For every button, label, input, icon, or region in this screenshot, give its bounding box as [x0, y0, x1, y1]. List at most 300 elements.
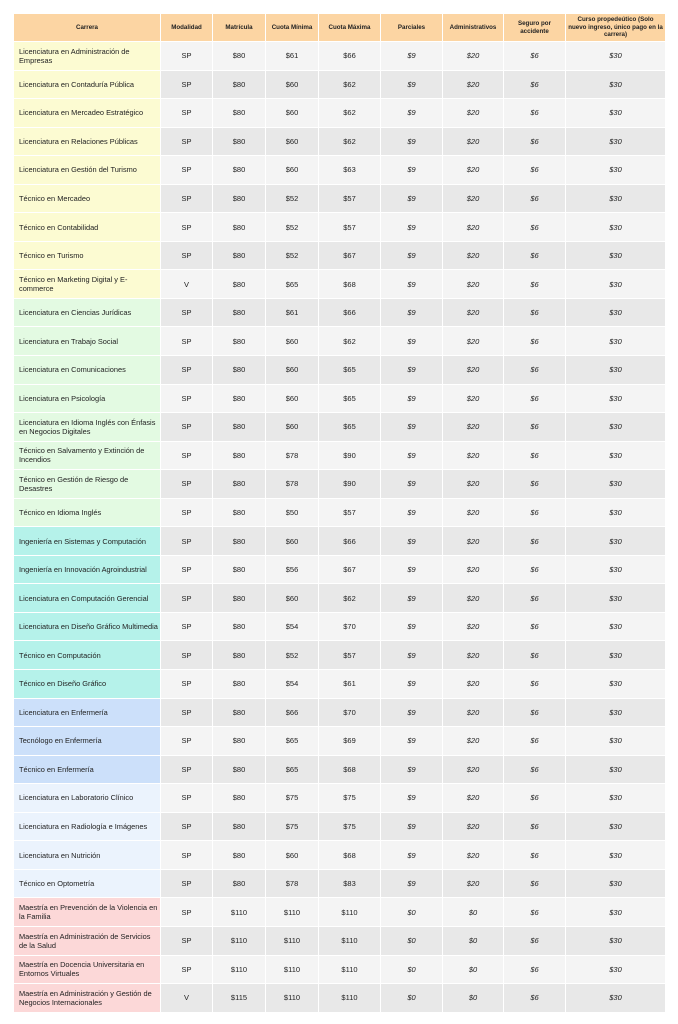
table-row — [14, 841, 666, 870]
cell-administrativos: $0 — [443, 898, 504, 927]
cell-seguro: $6 — [504, 584, 566, 613]
cell-matricula: $80 — [213, 641, 266, 670]
cell-modalidad: SP — [161, 184, 213, 213]
cell-matricula: $80 — [213, 812, 266, 841]
cell-carrera: Licenciatura en Nutrición — [14, 841, 161, 870]
cell-cuota-maxima: $110 — [319, 984, 381, 1013]
cell-matricula: $80 — [213, 784, 266, 813]
table-row — [14, 470, 666, 499]
cell-parciales: $9 — [381, 784, 443, 813]
cell-administrativos: $20 — [443, 241, 504, 270]
cell-curso-propedeutico: $30 — [566, 99, 666, 128]
cell-curso-propedeutico: $30 — [566, 926, 666, 955]
cell-seguro: $6 — [504, 755, 566, 784]
cell-seguro: $6 — [504, 413, 566, 442]
cell-administrativos: $20 — [443, 356, 504, 385]
table-row — [14, 213, 666, 242]
cell-curso-propedeutico: $30 — [566, 955, 666, 984]
cell-curso-propedeutico: $30 — [566, 441, 666, 470]
cell-modalidad: SP — [161, 612, 213, 641]
cell-carrera: Técnico en Gestión de Riesgo de Desastres — [14, 470, 161, 499]
cell-carrera: Licenciatura en Administración de Empresas — [14, 42, 161, 71]
cell-matricula: $80 — [213, 869, 266, 898]
cell-carrera: Licenciatura en Comunicaciones — [14, 356, 161, 385]
cell-matricula: $80 — [213, 213, 266, 242]
cell-administrativos: $20 — [443, 641, 504, 670]
cell-cuota-maxima: $62 — [319, 70, 381, 99]
cell-cuota-maxima: $67 — [319, 555, 381, 584]
header-parciales: Parciales — [381, 14, 443, 42]
header-administrativos: Administrativos — [443, 14, 504, 42]
table-row — [14, 384, 666, 413]
cell-parciales: $9 — [381, 555, 443, 584]
cell-parciales: $9 — [381, 527, 443, 556]
cell-parciales: $0 — [381, 984, 443, 1013]
cell-modalidad: SP — [161, 784, 213, 813]
cell-matricula: $80 — [213, 327, 266, 356]
cell-matricula: $80 — [213, 755, 266, 784]
cell-cuota-minima: $65 — [266, 755, 319, 784]
cell-curso-propedeutico: $30 — [566, 42, 666, 71]
table-row — [14, 413, 666, 442]
cell-modalidad: SP — [161, 298, 213, 327]
header-cuota-maxima: Cuota Máxima — [319, 14, 381, 42]
cell-parciales: $9 — [381, 184, 443, 213]
table-row — [14, 727, 666, 756]
table-row — [14, 641, 666, 670]
cell-cuota-minima: $61 — [266, 42, 319, 71]
cell-cuota-maxima: $61 — [319, 670, 381, 699]
table-row — [14, 555, 666, 584]
cell-administrativos: $20 — [443, 327, 504, 356]
cell-carrera: Maestría en Administración de Servicios de la Salud — [14, 926, 161, 955]
cell-carrera: Licenciatura en Gestión del Turismo — [14, 156, 161, 185]
cell-cuota-minima: $60 — [266, 156, 319, 185]
cell-carrera: Licenciatura en Contaduría Pública — [14, 70, 161, 99]
cell-parciales: $9 — [381, 327, 443, 356]
cell-cuota-minima: $65 — [266, 270, 319, 299]
cell-carrera: Licenciatura en Mercadeo Estratégico — [14, 99, 161, 128]
cell-modalidad: SP — [161, 156, 213, 185]
table-row — [14, 42, 666, 71]
cell-matricula: $115 — [213, 984, 266, 1013]
cell-modalidad: SP — [161, 898, 213, 927]
cell-seguro: $6 — [504, 670, 566, 699]
cell-cuota-maxima: $57 — [319, 498, 381, 527]
cell-modalidad: SP — [161, 99, 213, 128]
cell-parciales: $0 — [381, 898, 443, 927]
cell-seguro: $6 — [504, 841, 566, 870]
cell-cuota-minima: $60 — [266, 841, 319, 870]
cell-curso-propedeutico: $30 — [566, 784, 666, 813]
cell-curso-propedeutico: $30 — [566, 498, 666, 527]
cell-cuota-maxima: $110 — [319, 955, 381, 984]
cell-cuota-minima: $110 — [266, 955, 319, 984]
table-row — [14, 270, 666, 299]
cell-carrera: Maestría en Docencia Universitaria en Entornos Virtuales — [14, 955, 161, 984]
cell-cuota-minima: $52 — [266, 641, 319, 670]
cell-cuota-minima: $75 — [266, 784, 319, 813]
cell-carrera: Licenciatura en Ciencias Jurídicas — [14, 298, 161, 327]
cell-seguro: $6 — [504, 298, 566, 327]
cell-parciales: $9 — [381, 241, 443, 270]
cell-parciales: $9 — [381, 727, 443, 756]
cell-administrativos: $20 — [443, 213, 504, 242]
header-modalidad: Modalidad — [161, 14, 213, 42]
cell-administrativos: $20 — [443, 812, 504, 841]
cell-curso-propedeutico: $30 — [566, 241, 666, 270]
cell-curso-propedeutico: $30 — [566, 413, 666, 442]
cell-administrativos: $20 — [443, 441, 504, 470]
table-row — [14, 70, 666, 99]
header-carrera: Carrera — [14, 14, 161, 42]
cell-curso-propedeutico: $30 — [566, 812, 666, 841]
cell-cuota-minima: $54 — [266, 612, 319, 641]
cell-carrera: Maestría en Prevención de la Violencia en la Familia — [14, 898, 161, 927]
fee-table — [13, 13, 666, 1013]
cell-cuota-minima: $60 — [266, 99, 319, 128]
cell-administrativos: $20 — [443, 70, 504, 99]
cell-administrativos: $20 — [443, 270, 504, 299]
cell-modalidad: SP — [161, 127, 213, 156]
cell-curso-propedeutico: $30 — [566, 327, 666, 356]
table-row — [14, 612, 666, 641]
table-row — [14, 298, 666, 327]
cell-parciales: $9 — [381, 498, 443, 527]
cell-cuota-maxima: $65 — [319, 413, 381, 442]
header-seguro: Seguro por accidente — [504, 14, 566, 42]
cell-cuota-minima: $75 — [266, 812, 319, 841]
cell-cuota-maxima: $90 — [319, 441, 381, 470]
cell-modalidad: SP — [161, 413, 213, 442]
cell-matricula: $80 — [213, 413, 266, 442]
cell-seguro: $6 — [504, 441, 566, 470]
header-curso-propedeutico: Curso propedeútico (Solo nuevo ingreso, único pago en la carrera) — [566, 14, 666, 42]
cell-carrera: Licenciatura en Radiología e Imágenes — [14, 812, 161, 841]
cell-cuota-minima: $110 — [266, 926, 319, 955]
cell-carrera: Ingeniería en Innovación Agroindustrial — [14, 555, 161, 584]
cell-cuota-minima: $65 — [266, 727, 319, 756]
cell-seguro: $6 — [504, 727, 566, 756]
cell-modalidad: SP — [161, 755, 213, 784]
cell-carrera: Técnico en Marketing Digital y E-commerce — [14, 270, 161, 299]
cell-cuota-minima: $78 — [266, 441, 319, 470]
cell-matricula: $110 — [213, 898, 266, 927]
cell-administrativos: $20 — [443, 184, 504, 213]
cell-administrativos: $20 — [443, 584, 504, 613]
cell-cuota-minima: $78 — [266, 470, 319, 499]
cell-administrativos: $20 — [443, 413, 504, 442]
cell-parciales: $9 — [381, 384, 443, 413]
cell-matricula: $80 — [213, 42, 266, 71]
cell-parciales: $0 — [381, 926, 443, 955]
cell-administrativos: $20 — [443, 470, 504, 499]
table-row — [14, 327, 666, 356]
cell-seguro: $6 — [504, 784, 566, 813]
cell-parciales: $9 — [381, 755, 443, 784]
cell-carrera: Técnico en Diseño Gráfico — [14, 670, 161, 699]
cell-seguro: $6 — [504, 127, 566, 156]
cell-administrativos: $20 — [443, 498, 504, 527]
cell-cuota-minima: $52 — [266, 241, 319, 270]
cell-parciales: $9 — [381, 641, 443, 670]
cell-modalidad: SP — [161, 841, 213, 870]
cell-cuota-minima: $60 — [266, 127, 319, 156]
cell-carrera: Técnico en Optometría — [14, 869, 161, 898]
cell-cuota-maxima: $67 — [319, 241, 381, 270]
cell-matricula: $80 — [213, 298, 266, 327]
cell-administrativos: $20 — [443, 869, 504, 898]
cell-administrativos: $0 — [443, 984, 504, 1013]
cell-carrera: Licenciatura en Enfermería — [14, 698, 161, 727]
cell-seguro: $6 — [504, 327, 566, 356]
cell-matricula: $80 — [213, 698, 266, 727]
cell-administrativos: $20 — [443, 127, 504, 156]
cell-cuota-minima: $56 — [266, 555, 319, 584]
cell-administrativos: $20 — [443, 727, 504, 756]
cell-seguro: $6 — [504, 42, 566, 71]
cell-matricula: $80 — [213, 670, 266, 699]
cell-curso-propedeutico: $30 — [566, 156, 666, 185]
cell-seguro: $6 — [504, 869, 566, 898]
cell-cuota-maxima: $69 — [319, 727, 381, 756]
cell-curso-propedeutico: $30 — [566, 898, 666, 927]
cell-cuota-maxima: $66 — [319, 298, 381, 327]
cell-curso-propedeutico: $30 — [566, 755, 666, 784]
table-row — [14, 869, 666, 898]
cell-modalidad: SP — [161, 241, 213, 270]
cell-modalidad: SP — [161, 384, 213, 413]
cell-cuota-minima: $60 — [266, 356, 319, 385]
cell-curso-propedeutico: $30 — [566, 641, 666, 670]
cell-administrativos: $20 — [443, 784, 504, 813]
cell-parciales: $9 — [381, 298, 443, 327]
header-row — [14, 14, 666, 42]
cell-matricula: $110 — [213, 926, 266, 955]
table-row — [14, 241, 666, 270]
cell-carrera: Tecnólogo en Enfermería — [14, 727, 161, 756]
cell-matricula: $80 — [213, 441, 266, 470]
cell-matricula: $80 — [213, 184, 266, 213]
cell-curso-propedeutico: $30 — [566, 270, 666, 299]
cell-seguro: $6 — [504, 498, 566, 527]
cell-seguro: $6 — [504, 698, 566, 727]
cell-seguro: $6 — [504, 527, 566, 556]
cell-administrativos: $20 — [443, 384, 504, 413]
cell-matricula: $80 — [213, 156, 266, 185]
table-row — [14, 812, 666, 841]
cell-cuota-maxima: $62 — [319, 584, 381, 613]
cell-carrera: Licenciatura en Relaciones Públicas — [14, 127, 161, 156]
cell-cuota-minima: $60 — [266, 584, 319, 613]
cell-carrera: Técnico en Contabilidad — [14, 213, 161, 242]
cell-curso-propedeutico: $30 — [566, 727, 666, 756]
cell-curso-propedeutico: $30 — [566, 470, 666, 499]
cell-modalidad: SP — [161, 470, 213, 499]
cell-cuota-minima: $50 — [266, 498, 319, 527]
cell-parciales: $9 — [381, 213, 443, 242]
cell-modalidad: SP — [161, 869, 213, 898]
cell-seguro: $6 — [504, 241, 566, 270]
cell-administrativos: $20 — [443, 42, 504, 71]
cell-parciales: $9 — [381, 812, 443, 841]
cell-cuota-minima: $61 — [266, 298, 319, 327]
cell-matricula: $80 — [213, 841, 266, 870]
cell-cuota-minima: $60 — [266, 413, 319, 442]
cell-modalidad: SP — [161, 926, 213, 955]
cell-cuota-maxima: $66 — [319, 42, 381, 71]
cell-administrativos: $20 — [443, 698, 504, 727]
cell-modalidad: SP — [161, 641, 213, 670]
cell-curso-propedeutico: $30 — [566, 869, 666, 898]
cell-modalidad: SP — [161, 42, 213, 71]
cell-cuota-maxima: $62 — [319, 99, 381, 128]
cell-curso-propedeutico: $30 — [566, 984, 666, 1013]
cell-cuota-minima: $78 — [266, 869, 319, 898]
table-row — [14, 441, 666, 470]
cell-modalidad: SP — [161, 441, 213, 470]
cell-seguro: $6 — [504, 384, 566, 413]
cell-matricula: $80 — [213, 555, 266, 584]
cell-seguro: $6 — [504, 641, 566, 670]
cell-cuota-maxima: $66 — [319, 527, 381, 556]
cell-carrera: Licenciatura en Trabajo Social — [14, 327, 161, 356]
cell-matricula: $110 — [213, 955, 266, 984]
cell-parciales: $9 — [381, 441, 443, 470]
cell-administrativos: $20 — [443, 670, 504, 699]
cell-curso-propedeutico: $30 — [566, 70, 666, 99]
table-row — [14, 898, 666, 927]
cell-seguro: $6 — [504, 99, 566, 128]
cell-seguro: $6 — [504, 955, 566, 984]
cell-curso-propedeutico: $30 — [566, 612, 666, 641]
cell-carrera: Licenciatura en Laboratorio Clínico — [14, 784, 161, 813]
cell-matricula: $80 — [213, 99, 266, 128]
cell-curso-propedeutico: $30 — [566, 841, 666, 870]
cell-seguro: $6 — [504, 70, 566, 99]
cell-carrera: Licenciatura en Computación Gerencial — [14, 584, 161, 613]
cell-cuota-maxima: $57 — [319, 184, 381, 213]
cell-parciales: $9 — [381, 70, 443, 99]
cell-administrativos: $20 — [443, 156, 504, 185]
cell-modalidad: SP — [161, 555, 213, 584]
cell-seguro: $6 — [504, 156, 566, 185]
cell-carrera: Técnico en Computación — [14, 641, 161, 670]
cell-parciales: $9 — [381, 42, 443, 71]
cell-matricula: $80 — [213, 470, 266, 499]
cell-modalidad: SP — [161, 70, 213, 99]
cell-parciales: $9 — [381, 99, 443, 128]
cell-cuota-minima: $66 — [266, 698, 319, 727]
cell-cuota-minima: $110 — [266, 898, 319, 927]
cell-matricula: $80 — [213, 127, 266, 156]
cell-matricula: $80 — [213, 241, 266, 270]
cell-parciales: $9 — [381, 127, 443, 156]
cell-carrera: Maestría en Administración y Gestión de Negocios Internacionales — [14, 984, 161, 1013]
cell-parciales: $9 — [381, 841, 443, 870]
cell-cuota-maxima: $110 — [319, 926, 381, 955]
cell-administrativos: $20 — [443, 612, 504, 641]
cell-seguro: $6 — [504, 270, 566, 299]
cell-cuota-maxima: $62 — [319, 127, 381, 156]
table-row — [14, 584, 666, 613]
cell-cuota-maxima: $68 — [319, 841, 381, 870]
cell-cuota-minima: $52 — [266, 213, 319, 242]
cell-matricula: $80 — [213, 70, 266, 99]
cell-parciales: $0 — [381, 955, 443, 984]
table-row — [14, 127, 666, 156]
table-body — [14, 42, 666, 1013]
table-row — [14, 184, 666, 213]
cell-matricula: $80 — [213, 727, 266, 756]
cell-cuota-minima: $60 — [266, 327, 319, 356]
cell-modalidad: SP — [161, 955, 213, 984]
cell-parciales: $9 — [381, 470, 443, 499]
cell-seguro: $6 — [504, 926, 566, 955]
cell-modalidad: V — [161, 984, 213, 1013]
cell-administrativos: $0 — [443, 926, 504, 955]
cell-matricula: $80 — [213, 384, 266, 413]
table-row — [14, 784, 666, 813]
cell-modalidad: SP — [161, 812, 213, 841]
cell-cuota-maxima: $68 — [319, 755, 381, 784]
cell-cuota-maxima: $110 — [319, 898, 381, 927]
cell-parciales: $9 — [381, 413, 443, 442]
cell-parciales: $9 — [381, 156, 443, 185]
table-row — [14, 755, 666, 784]
cell-carrera: Licenciatura en Psicología — [14, 384, 161, 413]
cell-administrativos: $20 — [443, 555, 504, 584]
cell-seguro: $6 — [504, 356, 566, 385]
cell-administrativos: $20 — [443, 527, 504, 556]
cell-modalidad: SP — [161, 356, 213, 385]
table-row — [14, 670, 666, 699]
cell-cuota-maxima: $57 — [319, 213, 381, 242]
table-row — [14, 527, 666, 556]
cell-cuota-maxima: $62 — [319, 327, 381, 356]
cell-cuota-maxima: $70 — [319, 698, 381, 727]
cell-parciales: $9 — [381, 270, 443, 299]
cell-modalidad: SP — [161, 727, 213, 756]
cell-administrativos: $20 — [443, 99, 504, 128]
cell-cuota-minima: $60 — [266, 527, 319, 556]
cell-modalidad: SP — [161, 327, 213, 356]
cell-seguro: $6 — [504, 898, 566, 927]
cell-matricula: $80 — [213, 584, 266, 613]
cell-cuota-maxima: $90 — [319, 470, 381, 499]
cell-carrera: Técnico en Salvamento y Extinción de Incendios — [14, 441, 161, 470]
cell-curso-propedeutico: $30 — [566, 384, 666, 413]
cell-seguro: $6 — [504, 470, 566, 499]
cell-cuota-maxima: $65 — [319, 356, 381, 385]
cell-cuota-minima: $60 — [266, 70, 319, 99]
cell-cuota-maxima: $75 — [319, 812, 381, 841]
cell-administrativos: $0 — [443, 955, 504, 984]
table-row — [14, 356, 666, 385]
cell-carrera: Técnico en Mercadeo — [14, 184, 161, 213]
cell-cuota-maxima: $63 — [319, 156, 381, 185]
cell-curso-propedeutico: $30 — [566, 670, 666, 699]
cell-parciales: $9 — [381, 698, 443, 727]
cell-modalidad: SP — [161, 584, 213, 613]
table-row — [14, 156, 666, 185]
cell-curso-propedeutico: $30 — [566, 298, 666, 327]
cell-modalidad: SP — [161, 698, 213, 727]
cell-seguro: $6 — [504, 213, 566, 242]
table-row — [14, 99, 666, 128]
table-row — [14, 984, 666, 1013]
cell-cuota-maxima: $83 — [319, 869, 381, 898]
